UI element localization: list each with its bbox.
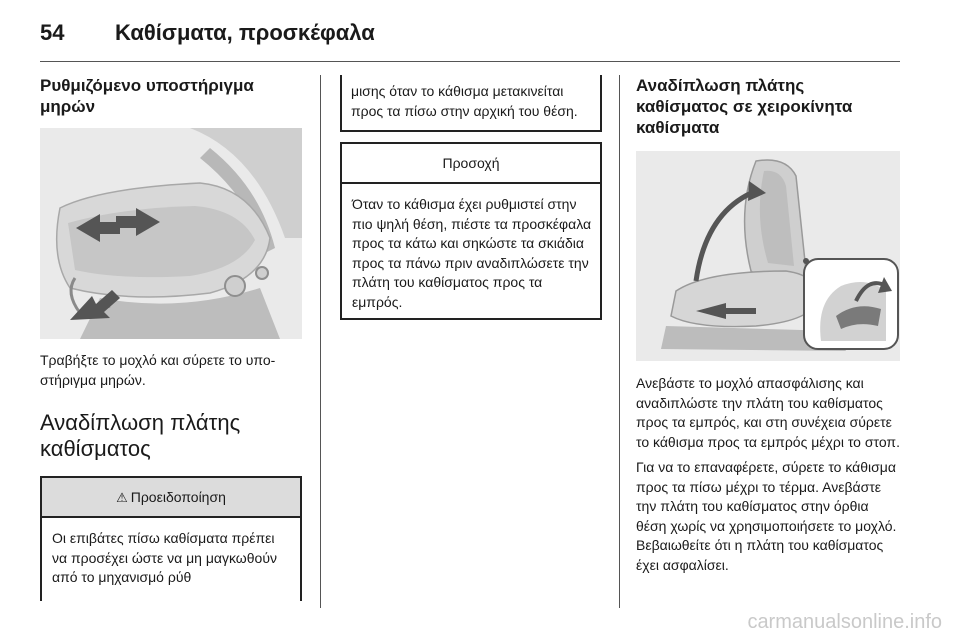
thigh-support-caption: Τραβήξτε το μοχλό και σύρετε το υποστήριγμα μηρών. (40, 352, 276, 388)
warning-box-header (42, 478, 300, 518)
seat-folding-heading: Αναδίπλωση πλάτης καθίσματος (40, 410, 241, 461)
page-title: Καθίσματα, προσκέφαλα (115, 20, 375, 45)
column-divider-1 (320, 75, 321, 608)
column-1 (40, 75, 302, 601)
thigh-support-heading: Ρυθμιζόμενο υποστήριγμα μηρών (40, 76, 254, 116)
seat-folding-illustration (636, 151, 900, 361)
warning-text-continued: μισης όταν το κάθισμα μετακινείται προς τα πίσω στην αρχική του θέση. (351, 83, 578, 119)
caution-title: Προσοχή (442, 155, 500, 171)
header-rule (40, 61, 900, 62)
fold-instructions: Ανεβάστε το μοχλό απασφάλισης και αναδιπλώστε την πλάτη του καθίσματος προς τα εμπρός, και στη συνέχεια σύρετε το κάθισμα προς τα εμπρός μέχρι το στοπ. (636, 375, 900, 450)
column-3 (636, 75, 900, 575)
watermark: carmanualsonline.info (747, 611, 942, 633)
caution-box-header (342, 144, 600, 184)
warning-triangle-icon: ⚠ (116, 490, 128, 505)
manual-seat-folding-heading: Αναδίπλωση πλάτης καθίσματος σε χειροκίνητα καθίσματα (636, 76, 853, 137)
page-number: 54 (40, 20, 65, 45)
caution-text: Όταν το κάθισμα έχει ρυθμιστεί στην πιο ψηλή θέση, πιέστε τα προσκέφαλα προς τα κάτω και σηκώστε τα σκιάδια προς τα πάνω πριν αναδιπλώσετε την πλάτη του καθίσματος προς τα εμπρός. (352, 196, 592, 310)
column-divider-2 (619, 75, 620, 608)
return-instructions: Για να το επαναφέρετε, σύρετε το κάθισμα προς τα πίσω μέχρι το τέρμα. Ανεβάστε την πλάτη του καθίσματος στην όρθια θέση χωρίς να χρησιμοποιήσετε το μοχλό. Βεβαιωθείτε ότι η πλάτη του καθίσματος έχει ασφαλίσει. (636, 459, 897, 573)
column-2 (340, 75, 602, 320)
warning-text: Οι επιβάτες πίσω καθίσματα πρέπει να προσέχει ώστε να μη μαγκωθούν από το μηχανισμό ρύθ (52, 530, 277, 585)
warning-title: Προειδοποίηση (130, 489, 226, 505)
warning-box (40, 476, 302, 601)
thigh-support-illustration (40, 128, 302, 339)
caution-box (340, 142, 602, 320)
warning-box-continued (340, 75, 602, 132)
